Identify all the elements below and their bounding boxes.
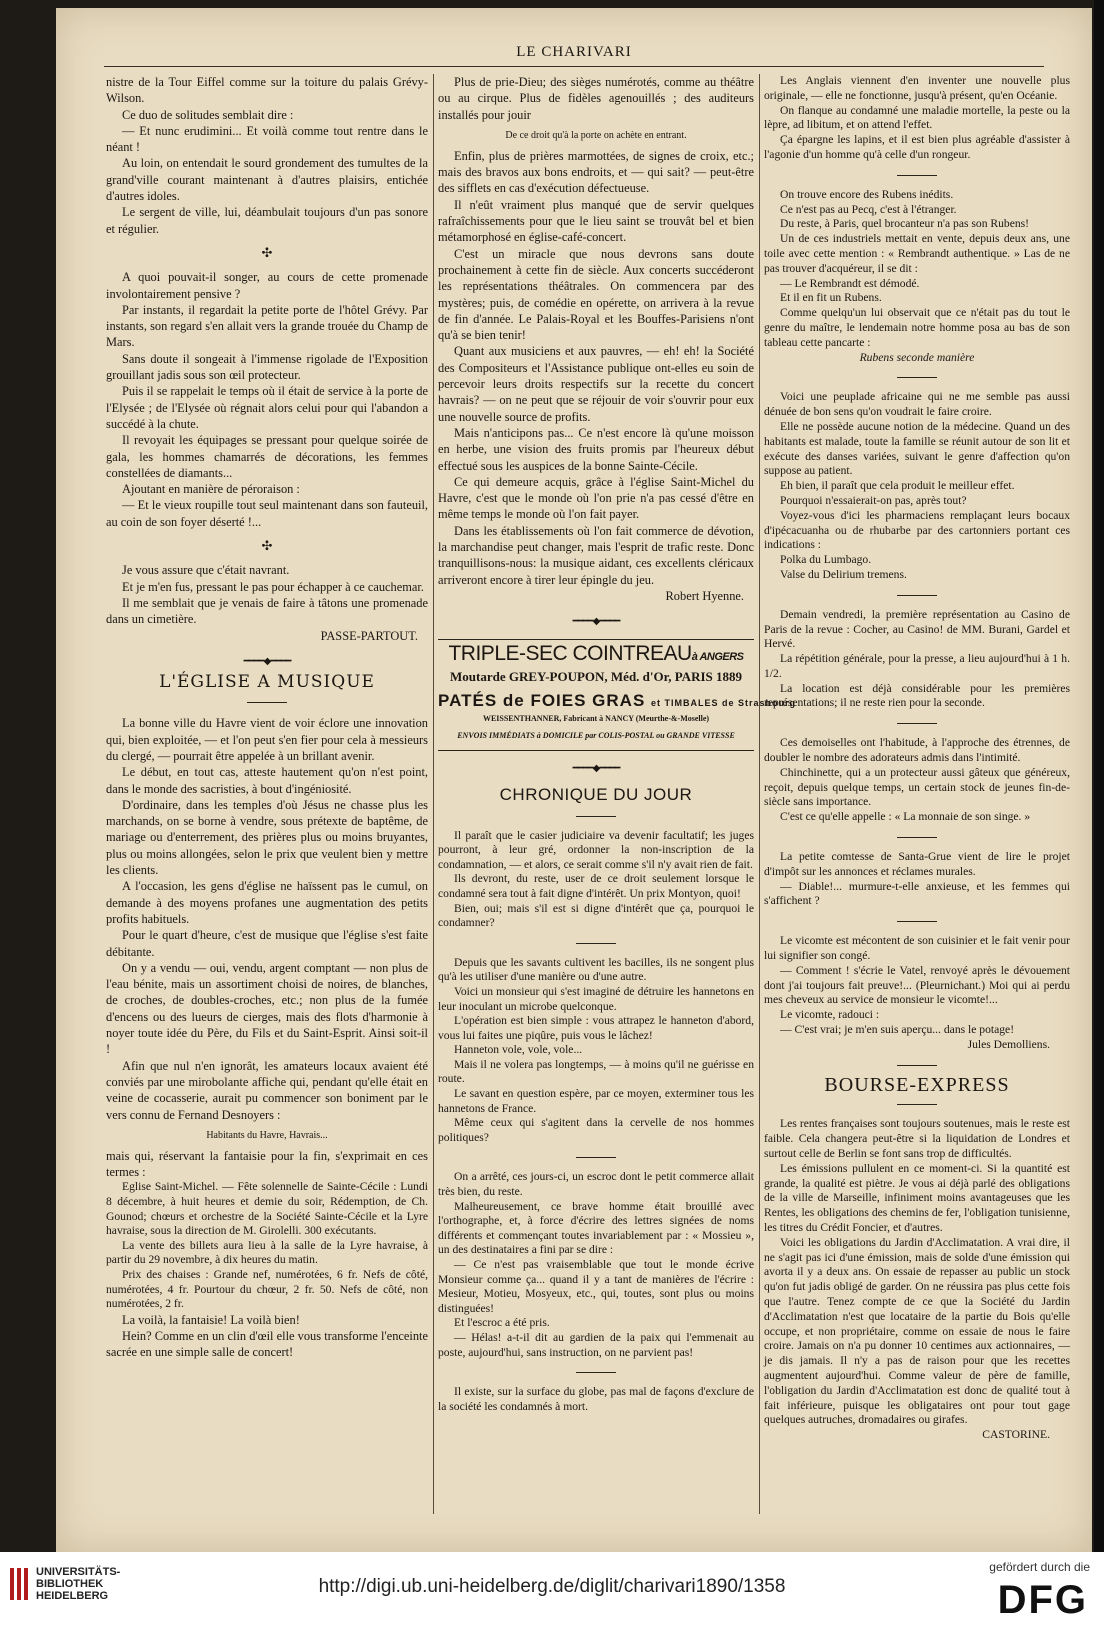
paragraph: Hein? Comme en un clin d'œil elle vous transforme l'enceinte sacrée en une simple salle de concert! [106,1329,428,1360]
ornament-icon: ✣ [261,538,273,554]
ad-weissenthanner: WEISSENTHANNER, Fabricant à NANCY (Meurthe-&-Moselle) [482,714,710,724]
dfg-logo: DFG [997,1578,1088,1622]
paragraph: Malheureusement, ce brave homme était brouillé avec l'orthographe, et, à force d'écrire des lettres signées de noms différents et commençant toutes invariablement par : « Mossieu », un des destinataires a fini par se dire : [438,1199,754,1257]
separator-icon: ━━━━◆━━━━ [572,762,620,774]
paragraph: A l'occasion, les gens d'église ne haïssent pas le cumul, on demande à des moyens profanes une augmentation des petits profits habituels. [106,879,428,926]
paragraph: On trouve encore des Rubens inédits. [780,187,954,201]
separator-icon: ━━━━◆━━━━ [572,616,620,628]
funded-by-label: gefördert durch die [989,1560,1090,1574]
paragraph: — Hélas! a-t-il dit au gardien de la paix qui l'emmenait au poste, aujourd'hui, sans instruction, on ne parvient pas! [438,1330,754,1359]
paragraph: Voici un monsieur qui s'est imaginé de détruire les hannetons en leur inoculant un microbe quelconque. [438,984,754,1013]
paragraph: Ajoutant en manière de péroraison : [122,482,300,497]
paragraph: A quoi pouvait-il songer, au cours de cette promenade involontairement pensive ? [106,270,428,301]
column-divider [433,74,434,1514]
paragraph: Voici les obligations du Jardin d'Acclimatation. A vrai dire, il ne s'agit pas ici d'une émission, mais de solde d'une émission qui avorta il y a deux ans. On essaie de repasser au public un stock qu'on fut jadis obligé de garder. On ne réussira pas plus cette fois que l'autre. Tenez compte de ce que la Société du Jardin d'Acclimatation n'est que locataire de la partie du Bois qu'elle occupe, et non propriétaire, comme on essaie de nous le faire croire. Jamais on n'a pu donner 10 centimes aux actionnaires, — je dis jamais. Il n'y a pas de raison pour que les recettes augmentent aujourd'hui. Comme valeur de père de famille, l'obligation du Jardin d'Acclimatation est donc de qualité tout à fait inférieure, puisque les obligataires ont pour tout gage quelques autruches, dromadaires ou girafes. [764,1235,1070,1427]
paragraph: nistre de la Tour Eiffel comme sur la toiture du palais Grévy-Wilson. [106,75,428,106]
paragraph: On a arrêté, ces jours-ci, un escroc dont le petit commerce allait très bien, du reste. [438,1170,754,1199]
signature: Robert Hyenne. [665,588,744,603]
separator-icon: ━━━━◆━━━━ [243,655,291,667]
item-rule [576,1157,616,1158]
signature: PASSE-PARTOUT. [320,628,418,643]
paragraph: On flanque au condamné une maladie mortelle, la peste ou la lèpre, ad libitum, et on attend l'effet. [764,103,1070,132]
paragraph: Puis il se rappelait le temps où il était de service à la porte de l'Elysée ; de l'Elysée où régnait alors celui pour qui l'abandon a succédé à la chute. [106,384,428,431]
paragraph: C'est un miracle que nous devrons sans doute prochainement à cette fin de siècle. Aux concerts succéderont les représentations théâtrales. On commencera par des mystères; puis, de comédie en opérette, on arrivera à la revue de fin d'année. Le Palais-Royal et les Bouffes-Parisiens n'ont qu'à se bien tenir! [438,246,754,343]
paragraph: C'est ce qu'elle appelle : « La monnaie de son singe. » [780,810,1031,824]
paragraph: Polka du Lumbago. [780,553,872,567]
paragraph: Au loin, on entendait le sourd grondement des tumultes de la grand'ville courant maintenant à d'autres plaisirs, entichée d'autres idoles. [106,156,428,204]
scanner-edge [1094,0,1104,1552]
paragraph: On y a vendu — oui, vendu, argent comptant — non plus de l'eau bénite, mais un assortiment choisi de noires, de blanches, de croches, de doubles-croches, etc.; non plus de la fumée d'encens ou des lueurs de cierges, mais des flots d'harmonie à noyer toute idée du Père, du Fils et du Saint-Esprit. Ainsi soit-il ! [106,960,428,1057]
paragraph: Dans les établissements où l'on fait commerce de dévotion, la marchandise peut changer, mais l'esprit de trafic reste. Donc tranquillisons-nous: la musique aidant, ces excellents cléricaux arriveront encore à tirer leur épingle du jeu. [438,523,754,587]
university-library-label: UNIVERSITÄTS- BIBLIOTHEK HEIDELBERG [36,1566,121,1602]
paragraph: Ils devront, du reste, user de ce droit seulement lorsque le condamné sera tout à fait digne d'intérêt. Un prix Montyon, quoi! [438,872,754,900]
item-rule [897,723,937,724]
quoted-notice: Prix des chaises : Grande nef, numérotées, 6 fr. Nefs de côté, numérotées, 4 fr. Pourtour du chœur, 2 fr. 50. Nefs de côté, non numérotées, 2 fr. [106,1267,428,1311]
paragraph: — Comment ! s'écrie le Vatel, renvoyé après le dévouement dont j'ai toujours fait preuve!... (Pleurnichant.) Moi qui ai perdu mes cheveux au service de monsieur le vicomte!... [764,963,1070,1007]
paragraph: — Et nunc erudimini... Et voilà comme tout rentre dans le néant ! [106,123,428,155]
paragraph: Les émissions pullulent en ce moment-ci. Si la quantité est grande, la qualité est piètre. Je vous ai déjà parlé des obligations de la ville de Marseille, infiniment moins avantageuses que les Rentes, les obligations des chemins de fer, l'obligation tunisienne, les titres du Crédit Foncier, et d'autres. [764,1161,1070,1234]
paragraph: Sans doute il songeait à l'immense rigolade de l'Exposition grouillant jadis sous son œil protecteur. [106,351,428,383]
column-2 [438,74,797,1514]
paragraph: — Ce n'est pas vraisemblable que tout le monde écrive Monsieur comme ça... quand il y a tant de manières de l'écrire : Mesieur, Motieu, Mosyeux, etc., qui, toutes, sont plus ou moins distinguées! [438,1258,754,1315]
placard-text: Rubens seconde manière [859,350,975,364]
paragraph: Depuis que les savants cultivent les bacilles, ils ne songent plus qu'à les utiliser d'une manière ou d'une autre. [438,955,754,984]
advertisement-block [438,639,797,751]
title-rule [247,702,287,703]
paragraph: Comme quelqu'un lui observait que ce n'était pas du tout le genre du maître, le lendemain notre homme posa au bas de son tableau cette pancarte : [764,306,1070,349]
paragraph: Ce n'est pas au Pecq, c'est à l'étranger. [780,202,957,216]
paragraph: L'opération est bien simple : vous attrapez le hanneton d'abord, vous lui faites une piqûre, puis vous le lâchez! [438,1014,754,1042]
paragraph: — Le Rembrandt est démodé. [780,276,920,290]
quoted-notice: La vente des billets aura lieu à la salle de la Lyre havraise, à partir du 29 novembre, à dix heures du matin. [106,1238,428,1267]
paragraph: Valse du Delirium tremens. [780,567,907,581]
paragraph: mais qui, réservant la fantaisie pour la fin, s'exprimait en ces termes : [106,1148,428,1180]
paragraph: Mais il ne volera pas longtemps, — à moins qu'il ne guérisse en route. [438,1057,754,1086]
paragraph: Enfin, plus de prières marmottées, de signes de croix, etc.; mais des bravos aux bons endroits, et — qui sait? — peut-être des sifflets en cas d'exécution défectueuse. [438,148,754,196]
paragraph: Elle ne possède aucune notion de la médecine. Quand un des habitants est malade, toute la famille se réunit autour de son lit et exécute des danses variées, suivant le genre d'affection qu'on suppose au patient. [764,419,1070,478]
paragraph: D'ordinaire, dans les temples d'où Jésus ne chasse plus les marchands, on se borne à vendre, sous prétexte de baptême, de mariage ou d'enterrement, des prières plus ou moins bruyantes, plus ou moins allongées, selon le prix que veulent bien y mettre les clients. [106,797,428,878]
paragraph: Afin que nul n'en ignorât, les amateurs locaux avaient été conviés par une mirobolante affiche qui, pendant qu'elle était en veine de cocasserie, aurait pu commencer son boniment par le vers connu de Fernand Desnoyers : [106,1058,428,1122]
paragraph: Par instants, il regardait la petite porte de l'hôtel Grévy. Par instants, son regard s'en allait vers la grande trouée du Champ de Mars. [106,302,428,350]
ad-grey-poupon: Moutarde GREY-POUPON, Méd. d'Or, PARIS 1889 [449,668,743,684]
paragraph: Hanneton vole, vole, vole... [454,1043,583,1057]
paragraph: Mais n'anticipons pas... Ce n'est encore là qu'une moisson en herbe, une vision des fruits promis par l'heureux début effectué sous les auspices de la bonne Sainte-Cécile. [438,425,754,473]
ad-cointreau: TRIPLE-SEC COINTREAUà ANGERS [448,641,744,665]
paragraph: — Et le vieux roupille tout seul maintenant dans son fauteuil, au coin de son foyer déserté !... [106,498,428,529]
paragraph: La bonne ville du Havre vient de voir éclore une innovation qui, bien exploitée, — et l'on peut s'en fier pour cela à messieurs du clergé, — pourrait être appelée à un brillant avenir. [106,716,428,763]
item-rule [897,921,937,922]
paragraph: Et il en fit un Rubens. [780,291,882,305]
paragraph: Ce qui demeure acquis, grâce à l'église Saint-Michel du Havre, c'est que le monde où l'on prie n'a pas cessé d'être en même temps le monde où l'on fait payer. [438,474,754,522]
paragraph: Le vicomte, radouci : [780,1008,880,1022]
quote-line: Habitants du Havre, Havrais... [206,1129,328,1141]
paragraph: La petite comtesse de Santa-Grue vient de lire le projet d'impôt sur les annonces et réclames murales. [764,850,1070,878]
paragraph: Ce duo de solitudes semblait dire : [122,107,294,122]
column-1 [106,74,428,1514]
paragraph: Il me semblait que je venais de faire à tâtons une promenade dans un cimetière. [106,595,428,627]
paragraph: La voilà, la fantaisie! La voilà bien! [122,1312,300,1327]
paragraph: La location est déjà considérable pour les premières représentations; il ne reste rien pour la seconde. [764,681,1070,710]
masthead: LE CHARIVARI [516,44,632,60]
signature: CASTORINE. [982,1428,1050,1442]
paragraph: Voici une peuplade africaine qui ne me semble pas aussi dénuée de bon sens qu'on voudrait le faire croire. [764,390,1070,419]
paragraph: Pour le quart d'heure, c'est de musique que l'église s'est faite débitante. [106,928,428,959]
paragraph: Le début, en tout cas, atteste hautement qu'on n'est point, dans le monde des sacristies, à bout d'ingéniosité. [106,765,428,796]
item-rule [897,837,937,838]
paragraph: La répétition générale, pour la presse, a lieu aujourd'hui à 1 h. 1/2. [764,652,1070,680]
quoted-notice: Eglise Saint-Michel. — Fête solennelle de Sainte-Cécile : Lundi 8 décembre, à huit heures et demie du soir, Rédemption, de Ch. Gounod; chœurs et orchestre de la Société Sainte-Cécile et la Lyre havraise, sous la direction de M. Girolelli. 300 exécutants. [106,1180,428,1238]
article-title: L'ÉGLISE A MUSIQUE [159,672,375,693]
ad-pates: PATÉS de FOIES GRAS et TIMBALES de Strasbourg [438,691,797,711]
paragraph: Je vous assure que c'était navrant. [122,563,290,578]
paragraph: Du reste, à Paris, quel brocanteur n'a pas son Rubens! [780,217,1030,231]
paragraph: Demain vendredi, la première représentation au Casino de Paris de la revue : Cocher, au Casino! de MM. Burani, Gardel et Hervé. [764,607,1070,651]
item-rule [897,377,937,378]
paragraph: Plus de prie-Dieu; des sièges numérotés, comme au théâtre ou au cirque. Plus de fidèles agenouillés ; des auditeurs installés pour jouir [438,75,754,122]
paragraph: Il paraît que le casier judiciaire va devenir facultatif; les juges pourront, à leur gré, ordonner la non-inscription de la condamnation, — et alors, ce serait comme s'il n'y avait rien de fait. [438,828,754,871]
item-rule [897,595,937,596]
column-divider [759,74,760,1514]
paragraph: — Diable!... murmure-t-elle anxieuse, et les femmes qui s'affichent ? [764,879,1070,908]
source-url-link[interactable]: http://digi.ub.uni-heidelberg.de/diglit/charivari1890/1358 [318,1576,786,1597]
paragraph: Et l'escroc a été pris. [454,1316,550,1330]
paragraph: Chinchinette, qui a un protecteur aussi gâteux que généreux, reçoit, depuis quelque temps, un certain stock de jeunes fin-de-siècle sans importance. [764,765,1070,809]
paragraph: Le vicomte est mécontent de son cuisinier et le fait venir pour lui signifier son congé. [764,934,1070,963]
paragraph: Les Anglais viennent d'en inventer une nouvelle plus originale, — elle ne fonctionne, jusqu'à présent, qu'en Océanie. [764,74,1070,102]
item-rule [576,1372,616,1373]
ornament-icon: ✣ [261,244,273,260]
paragraph: Il n'eût vraiment plus manqué que de servir quelques rafraîchissements pour que le lieu saint se trouvât bel et bien métamorphosé en église-café-concert. [438,197,754,245]
section-title: BOURSE-EXPRESS [824,1073,1010,1096]
footer-bar [0,1552,1104,1628]
paragraph: Quant aux musiciens et aux pauvres, — eh! eh! la Société des Compositeurs et l'Assistance publique ont-elles eu soin de percevoir leurs droits respectifs sur la recette du concert havrais? — on ne peut que se réjouir de voir s'ouvrir pour eux une nouvelle source de profits. [438,344,754,424]
title-rule [897,1104,937,1105]
paragraph: Eh bien, il paraît que cela produit le meilleur effet. [780,479,1015,493]
item-rule [897,175,937,176]
paragraph: Même ceux qui s'agitent dans la cervelle de nos hommes politiques? [438,1116,754,1144]
signature: Jules Demolliens. [967,1037,1050,1051]
paragraph: Un de ces industriels mettait en vente, depuis deux ans, une toile avec cette mention : « Rembrandt authentique. » Las de ne pas trouver d'acquéreur, il se dit : [764,232,1070,275]
item-rule [576,943,616,944]
paragraph: Et je m'en fus, pressant le pas pour échapper à ce cauchemar. [122,579,424,594]
paragraph: Pourquoi n'essaierait-on pas, après tout? [780,493,967,507]
masthead-rule [104,66,1044,67]
paragraph: Le savant en question espère, par ce moyen, exterminer tous les hannetons de France. [438,1087,754,1115]
section-title: CHRONIQUE DU JOUR [499,785,693,805]
paragraph: Le sergent de ville, lui, déambulait toujours d'un pas sonore et régulier. [106,205,428,236]
quote-line: De ce droit qu'à la porte on achète en entrant. [505,129,687,141]
paragraph: Ces demoiselles ont l'habitude, à l'approche des étrennes, de doubler le nombre des adorateurs admis dans l'intimité. [764,736,1070,765]
newspaper-page [56,8,1092,1552]
title-rule [576,816,616,817]
paragraph: Il existe, sur la surface du globe, pas mal de façons d'exclure de la société les condamnés à mort. [438,1385,754,1413]
paragraph: — C'est vrai; je m'en suis aperçu... dans le potage! [780,1023,1015,1037]
paragraph: Voyez-vous d'ici les pharmaciens remplaçant leurs bocaux d'ipécacuanha ou de rhubarbe par des cartonniers portant ces indications : [764,508,1070,552]
item-rule [897,1065,937,1066]
paragraph: Il revoyait les équipages se pressant pour quelque soirée de gala, les hommes chamarrés de décorations, les femmes constellées de diamants... [106,433,428,480]
ad-envois: ENVOIS IMMÉDIATS à DOMICILE par COLIS-POSTAL ou GRANDE VITESSE [457,730,735,740]
paragraph: Bien, oui; mais s'il est si digne d'intérêt que ça, pourquoi le condamner? [438,901,754,930]
paragraph: Les rentes françaises sont toujours soutenues, mais le reste est faible. Cela changera peut-être si la liquidation de Londres et surtout celle de Berlin se font sans trop de difficultés. [764,1117,1070,1161]
column-3 [764,74,1070,1514]
paragraph: Ça épargne les lapins, et il est bien plus agréable d'assister à l'agonie d'un homme qu'à celle d'un rongeur. [764,133,1070,161]
